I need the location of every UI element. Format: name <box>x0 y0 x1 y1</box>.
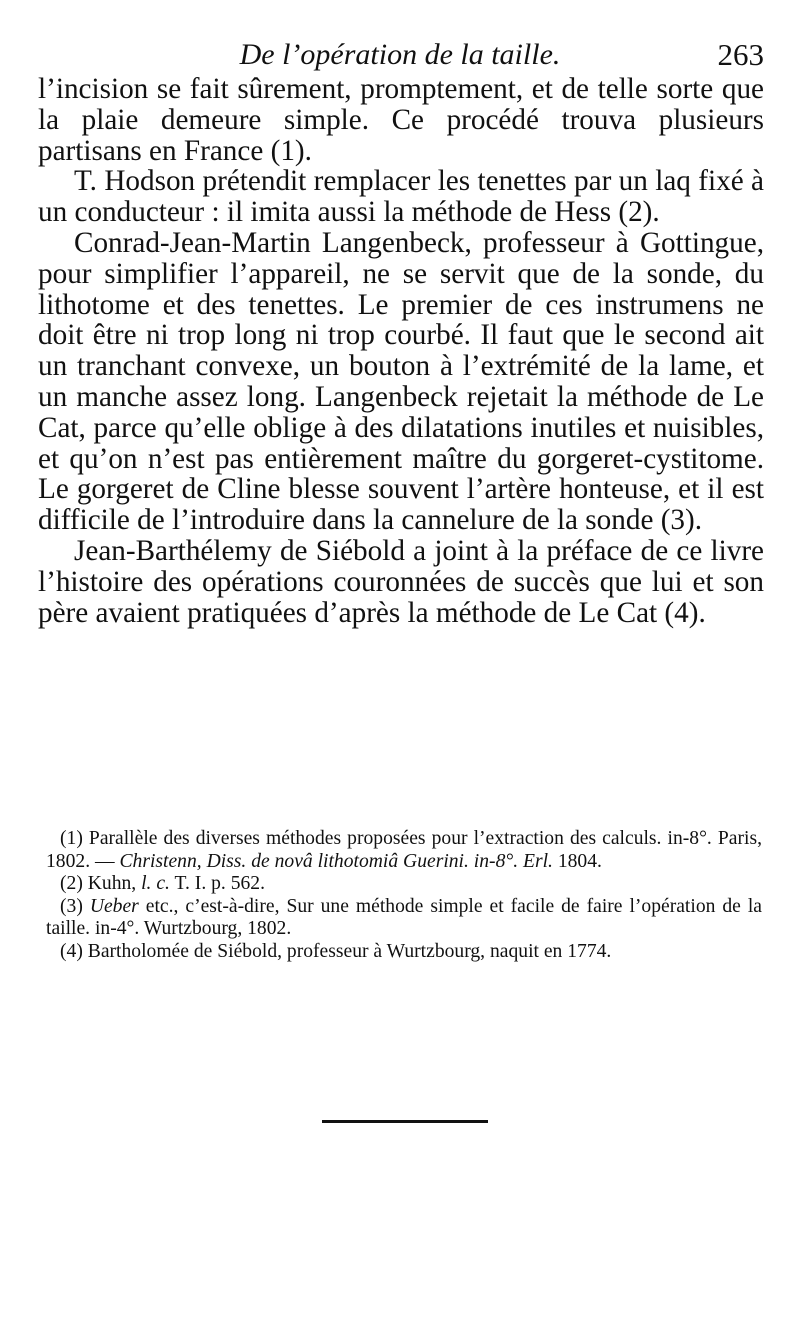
paragraph-siebold: Jean-Barthélemy de Siébold a joint à la préface de ce livre l’histoire des opérations couronnées de succès que lui et son père avaient pratiquées d’après la méthode de Le Cat (4). <box>38 534 764 629</box>
paragraph-langenbeck: Conrad-Jean-Martin Langenbeck, professeur à Gottingue, pour simplifier l’appareil, ne se servit que de la sonde, du lithotome et des tenettes. Le premier de ces instrumens ne doit être ni trop long ni trop courbé. Il faut que le second ait un tranchant convexe, un bouton à l’extrémité de la lame, et un manche assez long. Langenbeck rejetait la méthode de Le Cat, parce qu’elle oblige à des dilatations inutiles et nuisibles, et qu’on n’est pas entièrement maître du gorgeret-cystitome. Le gorgeret de Cline blesse souvent l’artère honteuse, et il est difficile de l’introduire dans la cannelure de la sonde (3). <box>38 226 764 537</box>
paragraph-hodson: T. Hodson prétendit remplacer les tenettes par un laq fixé à un conducteur : il imita aussi la méthode de Hess (2). <box>38 165 764 229</box>
page-number: 263 <box>717 37 764 72</box>
end-rule <box>322 1120 488 1123</box>
footnote-3-number: (3) <box>60 895 90 917</box>
footnotes <box>46 828 762 963</box>
footnote-1-year: 1804. <box>552 850 602 872</box>
footnote-3 <box>46 896 762 941</box>
footnote-2-ref: T. I. p. 562. <box>169 873 265 894</box>
paragraph-continuation: l’incision se fait sûrement, promptement, et de telle sorte que la plaie demeure simple. Ce procédé trouva plusieurs partisans en France (1). <box>38 73 764 167</box>
footnote-1-text: (1) Parallèle des diverses méthodes proposées pour l’extraction des calculs. in-8°. Paris, 1802. — <box>46 828 762 872</box>
running-title: De l’opération de la taille. <box>239 38 561 71</box>
footnote-2-author: (2) Kuhn, <box>60 873 142 894</box>
footnote-1 <box>46 828 762 873</box>
footnote-3-text: etc., c’est-à-dire, Sur une méthode simple et facile de faire l’opération de la taille. in-4°. Wurtzbourg, 1802. <box>46 895 762 939</box>
main-text <box>38 74 764 628</box>
footnote-2-loc: l. c. <box>141 873 170 894</box>
footnote-3-title: Ueber <box>89 895 139 917</box>
footnote-1-citation: Christenn, Diss. de novâ lithotomiâ Guerini. in-8°. Erl. <box>119 850 553 872</box>
footnote-4: (4) Bartholomée de Siébold, professeur à Wurtzbourg, naquit en 1774. <box>60 940 612 962</box>
footnote-2 <box>46 873 762 896</box>
